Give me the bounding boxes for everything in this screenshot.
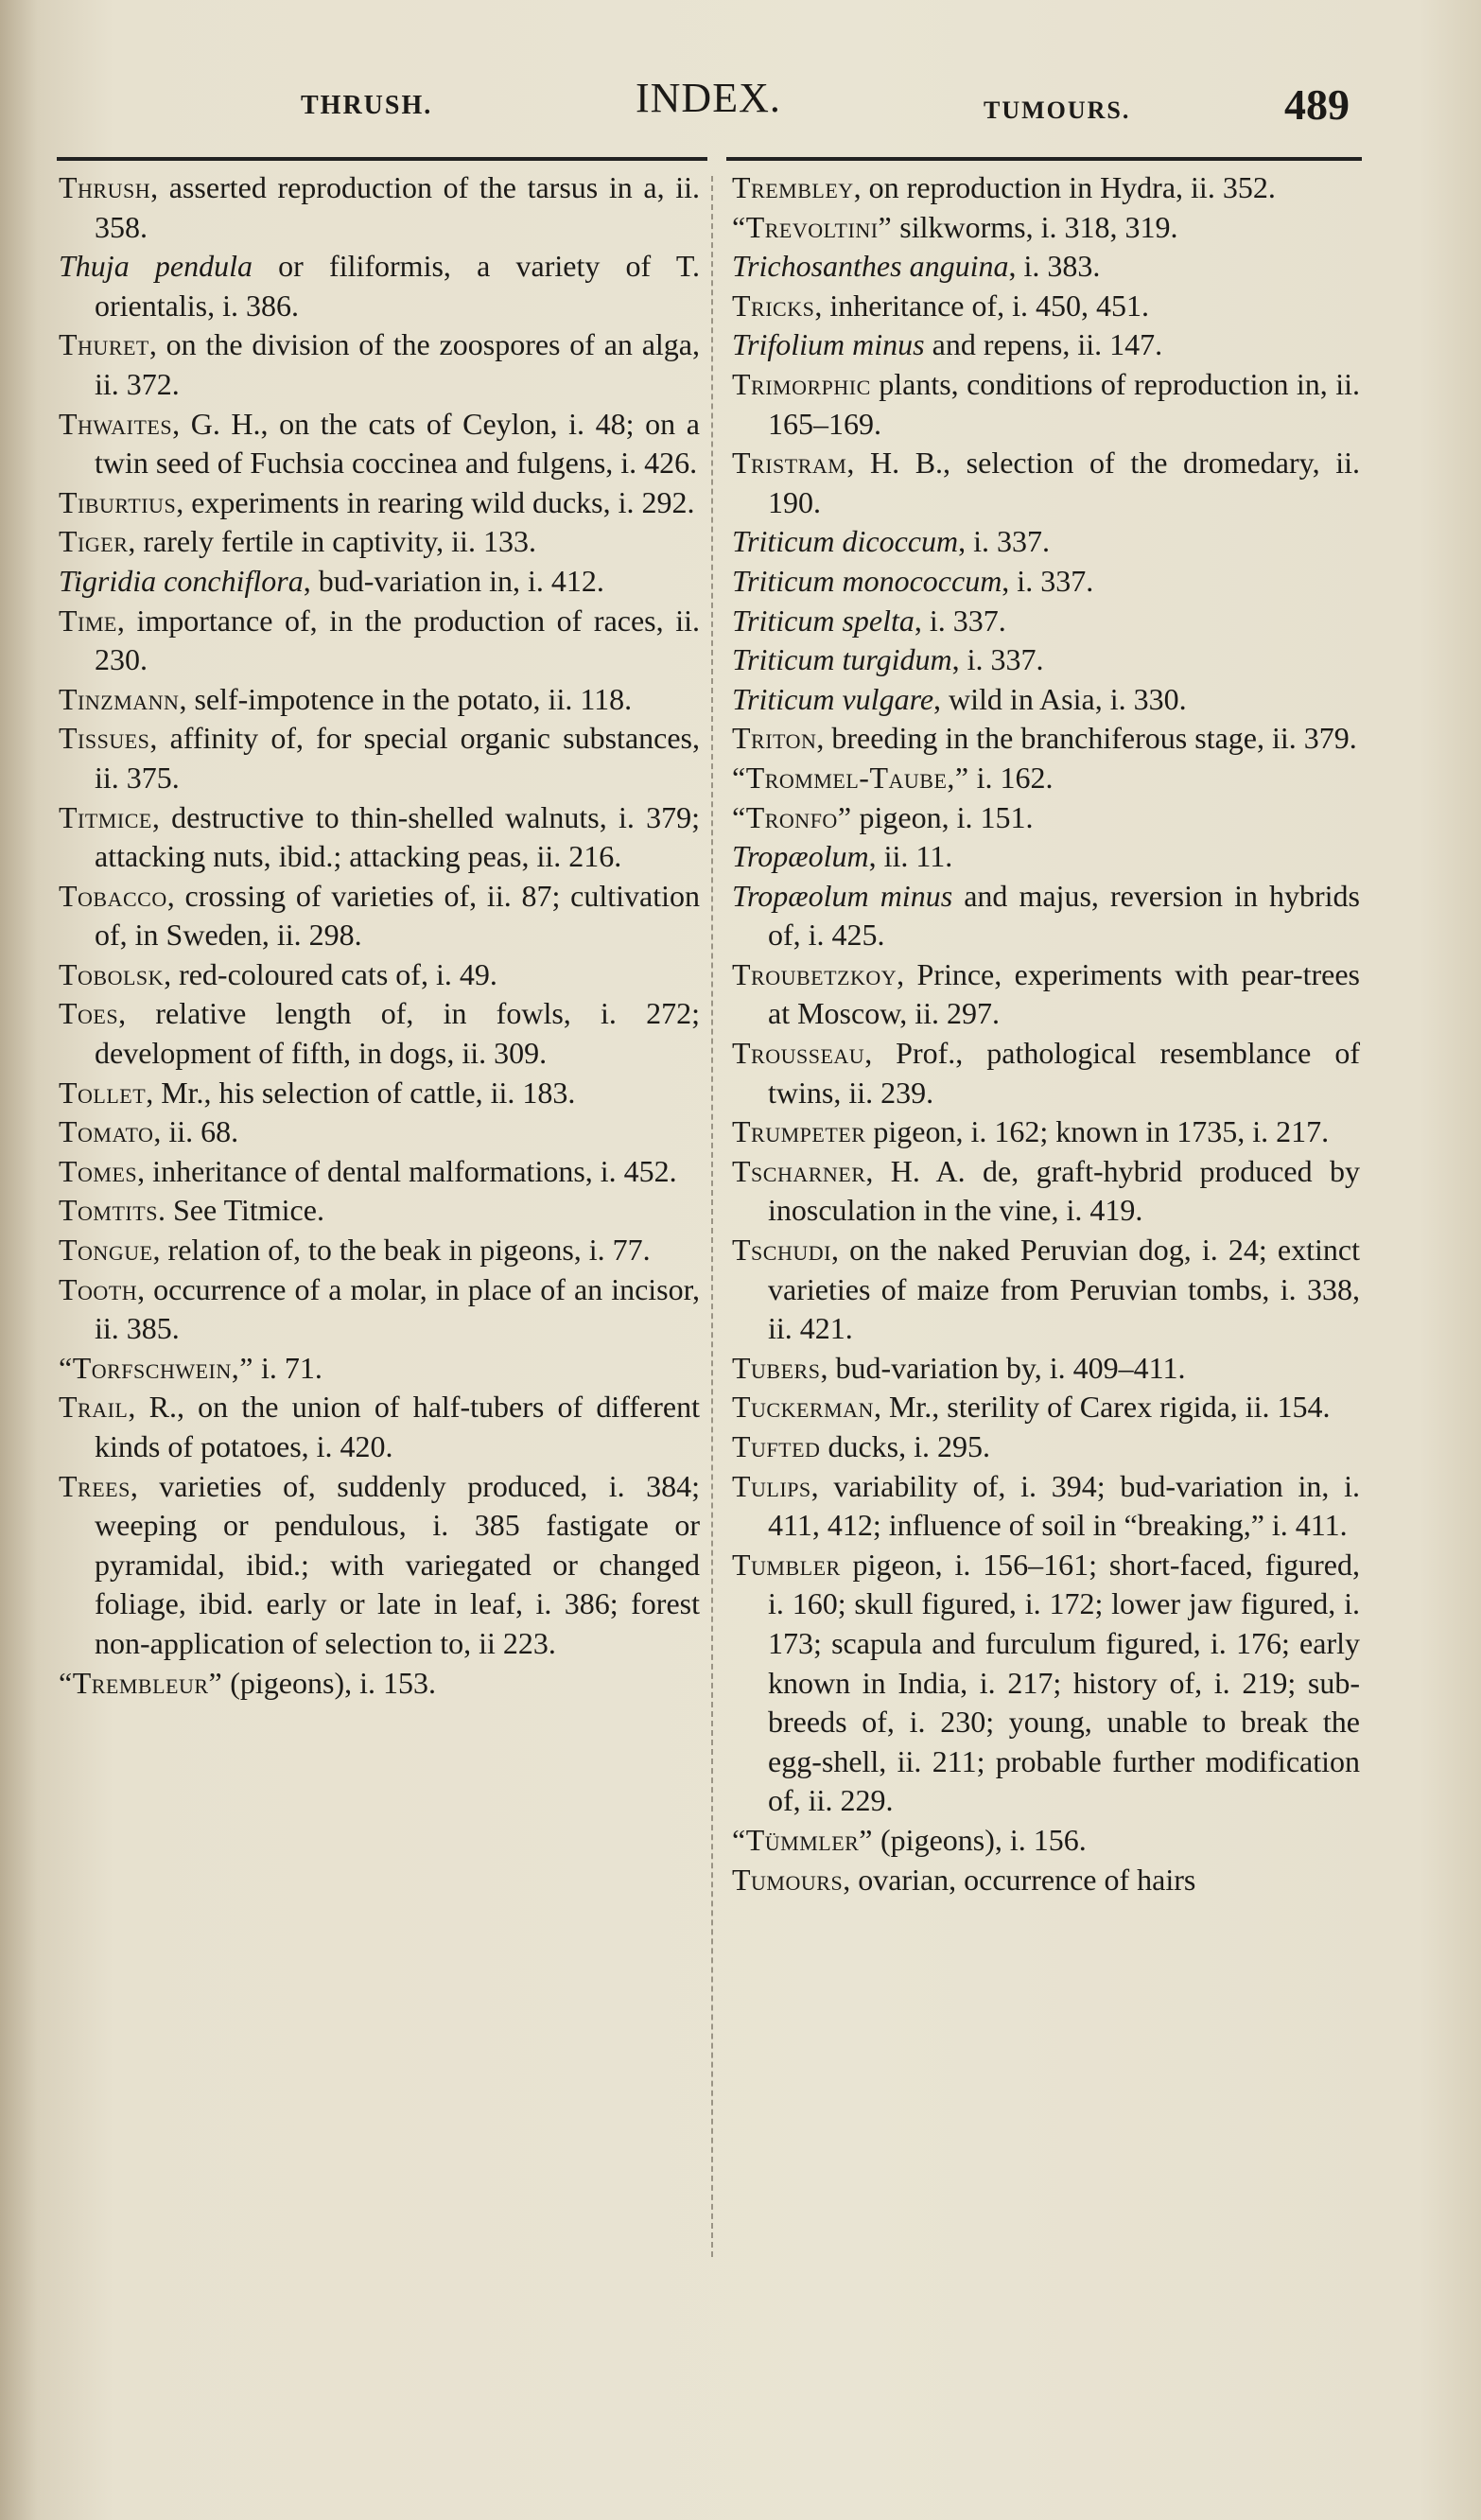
entry-italic-name: Tropæolum minus bbox=[732, 878, 953, 913]
index-entry bbox=[59, 522, 700, 562]
entry-text: , bud-variation in, i. 412. bbox=[303, 563, 604, 598]
running-header bbox=[0, 74, 1481, 149]
entry-headword: Tristram bbox=[732, 446, 847, 481]
index-column-right bbox=[732, 168, 1360, 1899]
entry-italic-name: Triticum spelta bbox=[732, 603, 915, 638]
entry-text: pigeon, i. 156–161; short-faced, figured, i. 160; skull figured, i. 172; lower jaw figured, i. 173; scapula and furculum figured, i. 176; early known in India, i. 217; history of, i. 219; sub-breeds of, i. 230; young, unable to break the egg-shell, ii. 211; probable further modification of, ii. 229. bbox=[768, 1547, 1360, 1818]
index-entry bbox=[59, 1270, 700, 1349]
entry-headword: Thrush bbox=[59, 170, 151, 204]
index-entry bbox=[732, 562, 1360, 602]
entry-text: , ovarian, occurrence of hairs bbox=[843, 1862, 1196, 1897]
entry-text: , ii. 11. bbox=[868, 839, 953, 874]
entry-text: , i. 383. bbox=[1008, 249, 1101, 284]
entry-text: , G. H., on the cats of Ceylon, i. 48; on a twin seed of Fuchsia coccinea and fulgens, i. 426. bbox=[95, 406, 700, 481]
entry-text: , rarely fertile in captivity, ii. 133. bbox=[128, 524, 536, 559]
entry-text: , self-impotence in the potato, ii. 118. bbox=[179, 681, 633, 716]
index-entry bbox=[732, 287, 1360, 326]
entry-text: , Prof., pathological resemblance of twins, ii. 239. bbox=[768, 1036, 1360, 1110]
index-entry bbox=[59, 955, 700, 995]
entry-headword: Trimorphic bbox=[732, 366, 871, 401]
entry-text: (pigeons), i. 156. bbox=[873, 1822, 1087, 1857]
entry-text: , asserted reproduction of the tarsus in a, ii. 358. bbox=[95, 170, 700, 244]
entry-italic-name: Trichosanthes anguina bbox=[732, 249, 1009, 284]
entry-headword: “Trommel-Taube,” bbox=[732, 760, 969, 795]
entry-text: , red-coloured cats of, i. 49. bbox=[164, 956, 497, 991]
index-column-left bbox=[59, 168, 700, 1703]
entry-italic-name: Triticum vulgare bbox=[732, 681, 934, 716]
index-entry bbox=[59, 1349, 700, 1389]
entry-headword: Tiburtius bbox=[59, 484, 177, 519]
entry-headword: Tschudi bbox=[732, 1233, 831, 1268]
entry-headword: Tomtits bbox=[59, 1193, 158, 1228]
index-entry bbox=[732, 168, 1360, 208]
header-title: INDEX. bbox=[636, 75, 781, 121]
index-entry bbox=[59, 405, 700, 483]
index-entry bbox=[59, 798, 700, 877]
entry-text: (pigeons), i. 153. bbox=[222, 1665, 436, 1700]
index-entry bbox=[732, 1112, 1360, 1152]
entry-text: , Mr., sterility of Carex rigida, ii. 154. bbox=[873, 1390, 1331, 1425]
entry-text: . See Titmice. bbox=[157, 1193, 324, 1228]
entry-text: , destructive to thin-shelled walnuts, i. 379; attacking nuts, ibid.; attacking peas, ii. 216. bbox=[95, 799, 700, 874]
index-entry bbox=[732, 1152, 1360, 1231]
entry-text: pigeon, i. 162; known in 1735, i. 217. bbox=[865, 1114, 1330, 1149]
index-entry bbox=[732, 877, 1360, 955]
entry-text: , wild in Asia, i. 330. bbox=[933, 681, 1187, 716]
index-entry bbox=[59, 1152, 700, 1192]
index-entry bbox=[59, 562, 700, 602]
entry-headword: Tscharner bbox=[732, 1153, 866, 1188]
index-entry bbox=[59, 719, 700, 797]
column-divider bbox=[711, 176, 713, 2257]
entry-headword: “Tümmler” bbox=[732, 1822, 874, 1857]
entry-headword: Tomes bbox=[59, 1153, 138, 1188]
entry-text: , relative length of, in fowls, i. 272; development of fifth, in dogs, ii. 309. bbox=[95, 996, 700, 1071]
index-entry bbox=[59, 994, 700, 1073]
entry-text: , ii. 68. bbox=[153, 1114, 239, 1149]
index-entry bbox=[59, 1388, 700, 1466]
index-entry bbox=[732, 680, 1360, 720]
entry-text: pigeon, i. 151. bbox=[851, 799, 1034, 834]
index-entry bbox=[732, 759, 1360, 798]
entry-text: , i. 337. bbox=[951, 642, 1044, 677]
entry-italic-name: Thuja pendula bbox=[59, 249, 253, 284]
entry-text: , i. 337. bbox=[958, 524, 1050, 559]
entry-text: , H. A. de, graft-hybrid produced by inosculation in the vine, i. 419. bbox=[768, 1153, 1360, 1228]
index-entry bbox=[732, 444, 1360, 522]
entry-headword: Tollet bbox=[59, 1075, 147, 1110]
entry-text: or filiformis, a variety of T. orientalis, i. 386. bbox=[95, 249, 701, 323]
index-entry bbox=[59, 1191, 700, 1231]
index-entry bbox=[732, 1467, 1360, 1546]
index-entry bbox=[732, 1821, 1360, 1861]
entry-text: i. 71. bbox=[253, 1350, 322, 1385]
entry-headword: Toes bbox=[59, 996, 119, 1031]
entry-text: , Mr., his selection of cattle, ii. 183. bbox=[146, 1075, 576, 1110]
entry-italic-name: Triticum turgidum bbox=[732, 642, 952, 677]
entry-text: , experiments in rearing wild ducks, i. 292. bbox=[176, 484, 695, 519]
index-entry bbox=[59, 483, 700, 523]
index-entry bbox=[732, 1427, 1360, 1467]
entry-headword: Tulips bbox=[732, 1468, 811, 1503]
index-entry bbox=[59, 1112, 700, 1152]
entry-headword: Tuckerman bbox=[732, 1390, 874, 1425]
index-entry bbox=[732, 208, 1360, 248]
entry-headword: Titmice bbox=[59, 799, 152, 834]
entry-headword: Trees bbox=[59, 1468, 131, 1503]
index-entry bbox=[59, 325, 700, 404]
index-entry bbox=[732, 247, 1360, 287]
entry-headword: Troubetzkoy bbox=[732, 956, 897, 991]
entry-text: , on the naked Peruvian dog, i. 24; extinct varieties of maize from Peruvian tombs, i. 338, ii. 421. bbox=[768, 1233, 1360, 1346]
index-entry bbox=[732, 798, 1360, 838]
entry-italic-name: Triticum monococcum bbox=[732, 563, 1002, 598]
entry-text: i. 162. bbox=[968, 760, 1054, 795]
index-entry bbox=[732, 837, 1360, 877]
entry-text: , relation of, to the beak in pigeons, i. 77. bbox=[152, 1233, 651, 1268]
index-entry bbox=[732, 640, 1360, 680]
entry-text: plants, conditions of reproduction in, ii. 165–169. bbox=[768, 366, 1360, 441]
entry-headword: Tomato bbox=[59, 1114, 154, 1149]
index-entry bbox=[732, 325, 1360, 365]
entry-headword: “Trembleur” bbox=[59, 1665, 223, 1700]
entry-text: , R., on the union of half-tubers of different kinds of potatoes, i. 420. bbox=[95, 1390, 700, 1463]
index-entry bbox=[59, 168, 700, 247]
entry-headword: Tubers bbox=[732, 1350, 821, 1385]
entry-text: and repens, ii. 147. bbox=[924, 327, 1163, 362]
entry-text: , varieties of, suddenly produced, i. 384; weeping or pendulous, i. 385 fastigate or pyramidal, ibid.; with variegated or changed foliage, ibid. early or late in leaf, i. 386; forest non-application of selection to, ii 223. bbox=[95, 1468, 700, 1660]
entry-headword: Tiger bbox=[59, 524, 129, 559]
index-entry bbox=[732, 1034, 1360, 1112]
index-entry bbox=[732, 1546, 1360, 1821]
index-entry bbox=[59, 877, 700, 955]
index-entry bbox=[732, 719, 1360, 759]
entry-headword: Thwaites bbox=[59, 406, 173, 441]
index-entry bbox=[59, 680, 700, 720]
index-entry bbox=[732, 955, 1360, 1034]
entry-headword: Time bbox=[59, 603, 117, 638]
entry-text: and majus, reversion in hybrids of, i. 425. bbox=[768, 878, 1361, 953]
index-entry bbox=[732, 602, 1360, 641]
index-entry bbox=[59, 1231, 700, 1270]
entry-text: , variability of, i. 394; bud-variation in, i. 411, 412; influence of soil in “breaking,” i. 411. bbox=[768, 1468, 1360, 1543]
header-rule-left bbox=[57, 157, 707, 161]
entry-text: , crossing of varieties of, ii. 87; cultivation of, in Sweden, ii. 298. bbox=[95, 878, 700, 953]
entry-headword: Tricks bbox=[732, 288, 815, 323]
index-entry bbox=[59, 1467, 700, 1664]
entry-headword: Tufted bbox=[732, 1429, 821, 1463]
index-entry bbox=[732, 1388, 1360, 1427]
header-left-guide-word: THRUSH. bbox=[301, 91, 433, 120]
index-entry bbox=[59, 602, 700, 680]
index-entry bbox=[732, 365, 1360, 444]
entry-headword: Tinzmann bbox=[59, 681, 180, 716]
entry-text: , H. B., selection of the dromedary, ii. 190. bbox=[768, 446, 1360, 519]
header-rule-right bbox=[726, 157, 1362, 161]
entry-headword: “Tronfo” bbox=[732, 799, 852, 834]
entry-text: , i. 337. bbox=[914, 603, 1006, 638]
entry-italic-name: Triticum dicoccum bbox=[732, 524, 959, 559]
entry-headword: Triton bbox=[732, 721, 817, 756]
entry-headword: Trousseau bbox=[732, 1036, 865, 1071]
entry-headword: Trembley bbox=[732, 170, 854, 204]
entry-text: , bud-variation by, i. 409–411. bbox=[820, 1350, 1186, 1385]
index-entry bbox=[59, 247, 700, 325]
entry-text: , inheritance of dental malformations, i. 452. bbox=[137, 1153, 677, 1188]
entry-headword: “Trevoltini” bbox=[732, 209, 893, 244]
index-entry bbox=[732, 1861, 1360, 1900]
entry-headword: Tissues bbox=[59, 721, 150, 756]
entry-headword: Tongue bbox=[59, 1233, 153, 1268]
entry-text: , Prince, experiments with pear-trees at Moscow, ii. 297. bbox=[768, 956, 1360, 1031]
entry-headword: “Torfschwein,” bbox=[59, 1350, 253, 1385]
entry-text: , affinity of, for special organic substances, ii. 375. bbox=[95, 721, 700, 795]
index-entry bbox=[732, 1231, 1360, 1349]
index-entry bbox=[59, 1664, 700, 1704]
entry-headword: Tooth bbox=[59, 1271, 138, 1306]
entry-headword: Tobolsk bbox=[59, 956, 165, 991]
entry-italic-name: Tigridia conchiflora bbox=[59, 563, 304, 598]
entry-headword: Trumpeter bbox=[732, 1114, 866, 1149]
entry-text: ducks, i. 295. bbox=[820, 1429, 990, 1463]
entry-text: , importance of, in the production of races, ii. 230. bbox=[95, 603, 700, 677]
entry-text: silkworms, i. 318, 319. bbox=[892, 209, 1178, 244]
entry-text: , breeding in the branchiferous stage, ii. 379. bbox=[816, 721, 1357, 756]
entry-headword: Tobacco bbox=[59, 878, 167, 913]
entry-headword: Thuret bbox=[59, 327, 149, 362]
entry-italic-name: Trifolium minus bbox=[732, 327, 925, 362]
index-entry bbox=[59, 1074, 700, 1113]
header-right-guide-word: TUMOURS. bbox=[984, 96, 1131, 124]
index-entry bbox=[732, 1349, 1360, 1389]
entry-headword: Tumbler bbox=[732, 1547, 841, 1582]
entry-text: , inheritance of, i. 450, 451. bbox=[814, 288, 1150, 323]
entry-italic-name: Tropæolum bbox=[732, 839, 869, 874]
entry-text: , occurrence of a molar, in place of an incisor, ii. 385. bbox=[95, 1271, 700, 1346]
entry-text: , on the division of the zoospores of an alga, ii. 372. bbox=[95, 327, 700, 401]
entry-text: , on reproduction in Hydra, ii. 352. bbox=[853, 170, 1276, 204]
entry-text: , i. 337. bbox=[1002, 563, 1094, 598]
page-number: 489 bbox=[1284, 80, 1350, 129]
index-entry bbox=[732, 522, 1360, 562]
entry-headword: Trail bbox=[59, 1390, 129, 1425]
entry-headword: Tumours bbox=[732, 1862, 844, 1897]
